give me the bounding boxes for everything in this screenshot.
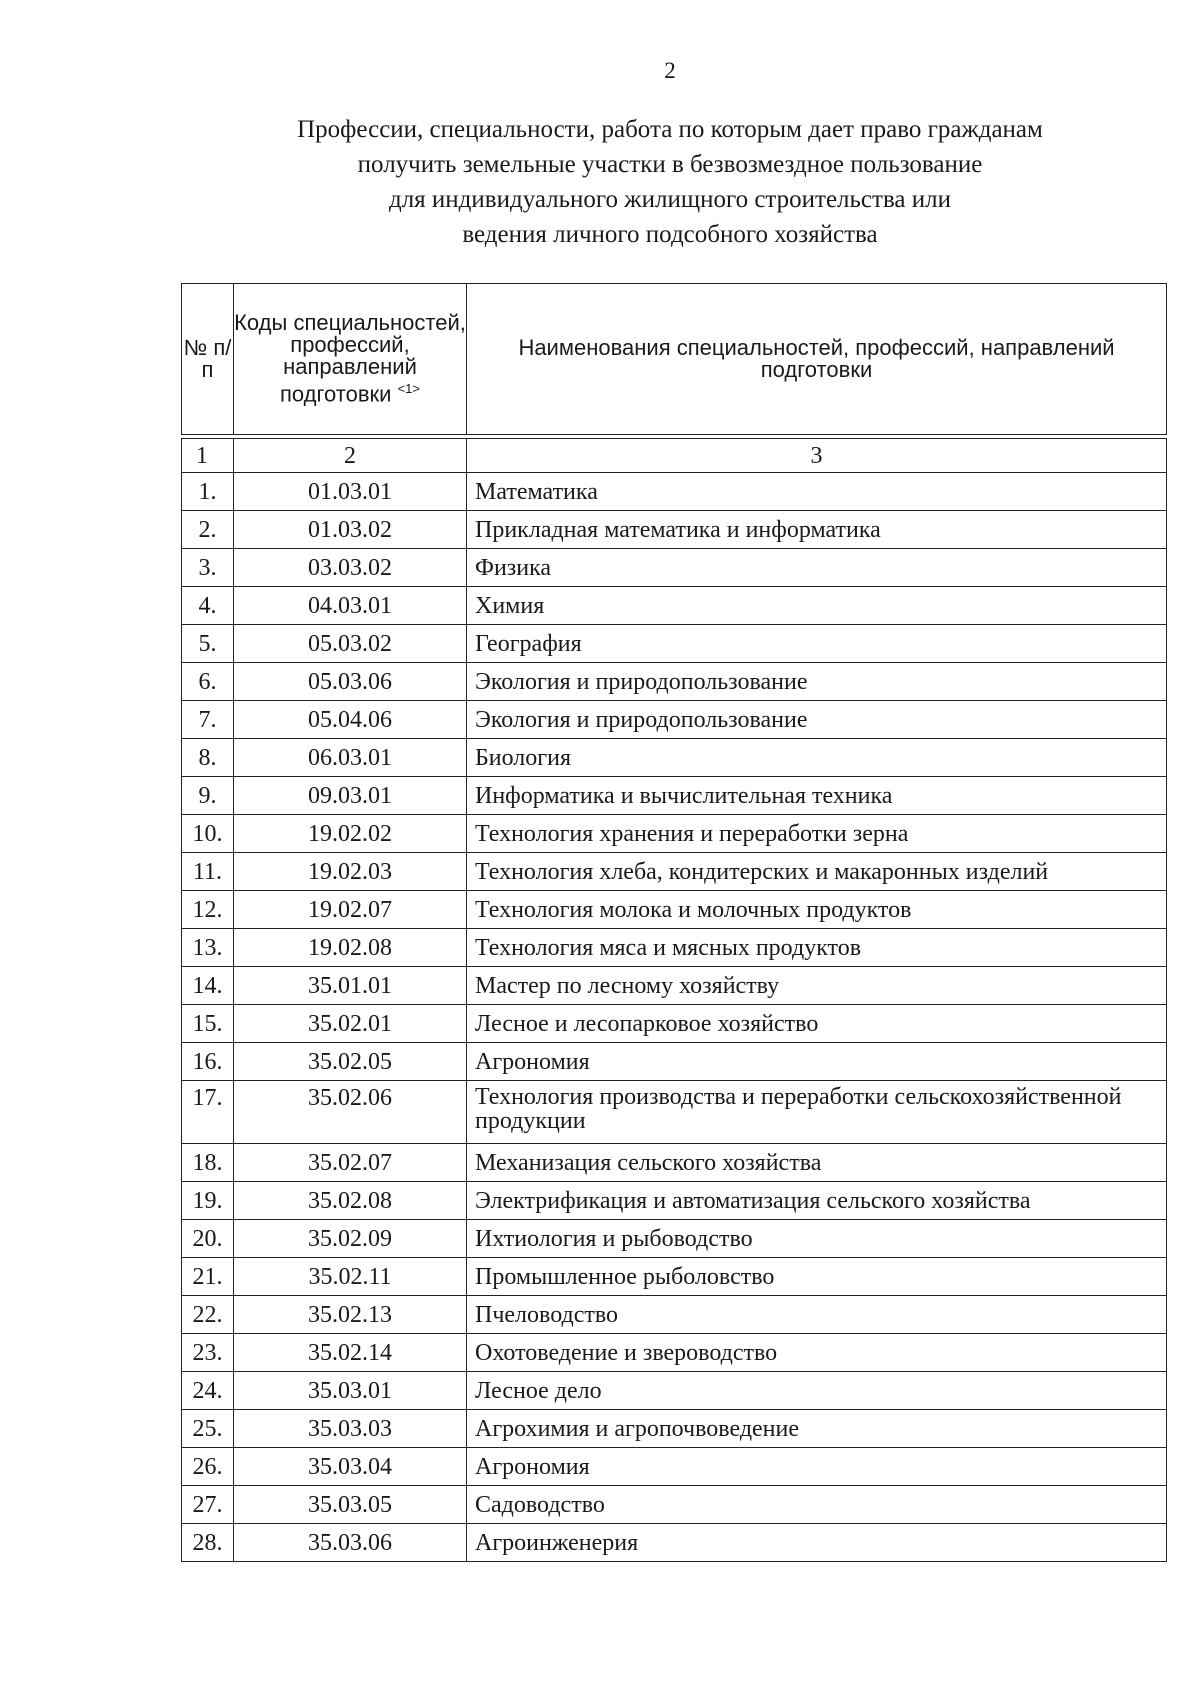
row-name: Мастер по лесному хозяйству <box>467 967 1167 1005</box>
row-number: 7. <box>182 701 234 739</box>
row-name: Садоводство <box>467 1486 1167 1524</box>
table-row <box>182 511 1167 549</box>
row-code: 35.02.05 <box>234 1043 467 1081</box>
row-code: 35.02.11 <box>234 1258 467 1296</box>
table-row <box>182 549 1167 587</box>
table-row <box>182 663 1167 701</box>
row-name: Агроинженерия <box>467 1524 1167 1562</box>
table-row <box>182 967 1167 1005</box>
row-code: 19.02.08 <box>234 929 467 967</box>
row-code: 35.03.05 <box>234 1486 467 1524</box>
row-name: Химия <box>467 587 1167 625</box>
row-code: 35.02.13 <box>234 1296 467 1334</box>
table-row <box>182 1334 1167 1372</box>
table-row <box>182 587 1167 625</box>
column-numbers-row <box>182 439 1167 473</box>
row-code: 05.03.02 <box>234 625 467 663</box>
row-name: Технология молока и молочных продуктов <box>467 891 1167 929</box>
row-number: 9. <box>182 777 234 815</box>
row-code: 04.03.01 <box>234 587 467 625</box>
title-line: получить земельные участки в безвозмездное пользование <box>357 151 983 178</box>
row-code: 09.03.01 <box>234 777 467 815</box>
title-line: Профессии, специальности, работа по которым дает право гражданам <box>297 116 1043 143</box>
row-number: 19. <box>182 1182 234 1220</box>
row-number: 16. <box>182 1043 234 1081</box>
specialties-table-container <box>181 283 1166 1562</box>
header-num: № п/п <box>182 284 234 435</box>
row-name: Экология и природопользование <box>467 663 1167 701</box>
row-name: Промышленное рыболовство <box>467 1258 1167 1296</box>
row-name: Агрономия <box>467 1043 1167 1081</box>
table-row <box>182 853 1167 891</box>
row-number: 6. <box>182 663 234 701</box>
row-name: Ихтиология и рыбоводство <box>467 1220 1167 1258</box>
table-row <box>182 891 1167 929</box>
row-number: 21. <box>182 1258 234 1296</box>
table-row <box>182 777 1167 815</box>
row-name: Математика <box>467 473 1167 511</box>
row-code: 35.03.03 <box>234 1410 467 1448</box>
row-code: 35.01.01 <box>234 967 467 1005</box>
row-name: Экология и природопользование <box>467 701 1167 739</box>
row-number: 10. <box>182 815 234 853</box>
row-number: 20. <box>182 1220 234 1258</box>
row-code: 35.02.06 <box>234 1081 467 1144</box>
footnote-marker: <1> <box>397 381 420 397</box>
table-row <box>182 1182 1167 1220</box>
row-name: География <box>467 625 1167 663</box>
row-number: 5. <box>182 625 234 663</box>
row-number: 28. <box>182 1524 234 1562</box>
table-row <box>182 815 1167 853</box>
table-row <box>182 1296 1167 1334</box>
row-code: 35.02.07 <box>234 1144 467 1182</box>
row-number: 2. <box>182 511 234 549</box>
title-line: для индивидуального жилищного строительства или <box>388 186 952 213</box>
row-number: 27. <box>182 1486 234 1524</box>
row-code: 19.02.02 <box>234 815 467 853</box>
row-code: 35.02.09 <box>234 1220 467 1258</box>
table-row <box>182 1448 1167 1486</box>
table-row <box>182 1043 1167 1081</box>
row-name: Прикладная математика и информатика <box>467 511 1167 549</box>
table-row <box>182 929 1167 967</box>
row-code: 01.03.01 <box>234 473 467 511</box>
row-name: Механизация сельского хозяйства <box>467 1144 1167 1182</box>
table-row <box>182 1005 1167 1043</box>
row-code: 35.02.01 <box>234 1005 467 1043</box>
title-line: ведения личного подсобного хозяйства <box>462 221 878 248</box>
row-code: 19.02.07 <box>234 891 467 929</box>
row-name: Биология <box>467 739 1167 777</box>
row-code: 35.03.01 <box>234 1372 467 1410</box>
row-name: Технология производства и переработки сельскохозяйственной продукции <box>467 1081 1167 1144</box>
table-row <box>182 1524 1167 1562</box>
row-number: 26. <box>182 1448 234 1486</box>
row-name: Охотоведение и звероводство <box>467 1334 1167 1372</box>
table-row <box>182 1486 1167 1524</box>
row-number: 18. <box>182 1144 234 1182</box>
row-code: 35.03.06 <box>234 1524 467 1562</box>
row-name: Технология мяса и мясных продуктов <box>467 929 1167 967</box>
row-number: 13. <box>182 929 234 967</box>
table-row <box>182 1144 1167 1182</box>
row-name: Электрификация и автоматизация сельского хозяйства <box>467 1182 1167 1220</box>
row-name: Агрономия <box>467 1448 1167 1486</box>
column-number: 3 <box>467 439 1167 473</box>
column-number: 1 <box>182 439 234 473</box>
row-name: Лесное и лесопарковое хозяйство <box>467 1005 1167 1043</box>
table-header-row <box>182 284 1167 435</box>
row-code: 05.04.06 <box>234 701 467 739</box>
row-number: 11. <box>182 853 234 891</box>
row-number: 12. <box>182 891 234 929</box>
row-number: 15. <box>182 1005 234 1043</box>
row-code: 01.03.02 <box>234 511 467 549</box>
row-number: 22. <box>182 1296 234 1334</box>
row-code: 03.03.02 <box>234 549 467 587</box>
header-code: Коды специальностей, профессий, направлений подготовки $^{<1>}$ <box>234 284 467 435</box>
page-number: 2 <box>664 58 676 83</box>
table-row <box>182 1081 1167 1144</box>
row-code: 35.02.14 <box>234 1334 467 1372</box>
table-row <box>182 1258 1167 1296</box>
row-name: Технология хранения и переработки зерна <box>467 815 1167 853</box>
row-code: 05.03.06 <box>234 663 467 701</box>
table-row <box>182 473 1167 511</box>
row-number: 3. <box>182 549 234 587</box>
specialties-table <box>181 283 1167 1562</box>
row-name: Пчеловодство <box>467 1296 1167 1334</box>
row-code: 06.03.01 <box>234 739 467 777</box>
row-code: 19.02.03 <box>234 853 467 891</box>
row-code: 35.03.04 <box>234 1448 467 1486</box>
row-name: Физика <box>467 549 1167 587</box>
table-row <box>182 625 1167 663</box>
row-name: Агрохимия и агропочвоведение <box>467 1410 1167 1448</box>
row-name: Информатика и вычислительная техника <box>467 777 1167 815</box>
table-row <box>182 701 1167 739</box>
table-row <box>182 1410 1167 1448</box>
row-name: Лесное дело <box>467 1372 1167 1410</box>
row-number: 14. <box>182 967 234 1005</box>
row-number: 23. <box>182 1334 234 1372</box>
row-number: 8. <box>182 739 234 777</box>
row-number: 1. <box>182 473 234 511</box>
row-number: 24. <box>182 1372 234 1410</box>
document-title <box>200 112 1140 252</box>
row-code: 35.02.08 <box>234 1182 467 1220</box>
table-row <box>182 1372 1167 1410</box>
table-row <box>182 739 1167 777</box>
row-number: 4. <box>182 587 234 625</box>
row-number: 17. <box>182 1081 234 1144</box>
table-row <box>182 1220 1167 1258</box>
header-name: Наименования специальностей, профессий, направлений подготовки <box>467 284 1167 435</box>
row-number: 25. <box>182 1410 234 1448</box>
column-number: 2 <box>234 439 467 473</box>
row-name: Технология хлеба, кондитерских и макаронных изделий <box>467 853 1167 891</box>
